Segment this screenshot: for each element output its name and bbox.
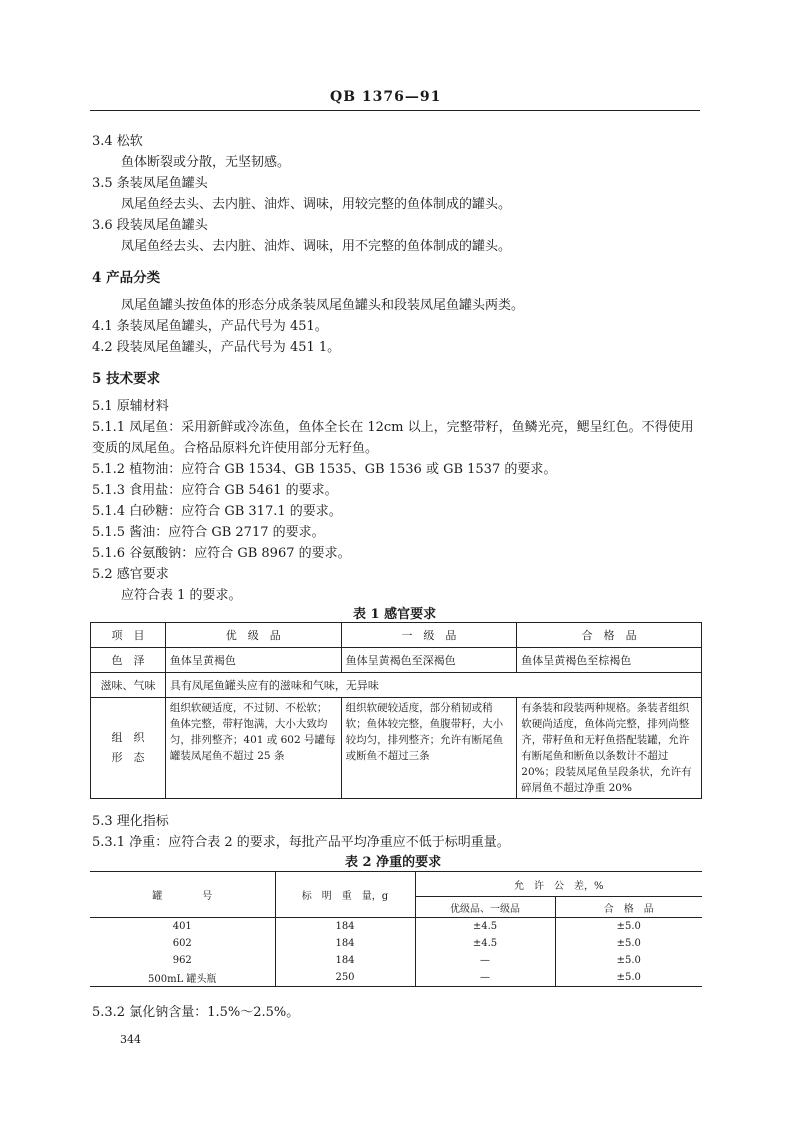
text-line: 5.2 感官要求 [92,567,169,582]
table-header-cell: 项 目 [91,623,166,648]
text-line: 5.1.1 凤尾鱼：采用新鲜或冷冻鱼，鱼体全长在 12cm 以上，完整带籽，鱼鳞光亮，鳃呈红色。不得使用 [92,420,694,435]
section-text-line: 5.3.2 氯化钠含量：1.5%～2.5%。 [92,1005,300,1020]
table-header-cell: 允 许 公 差，% [415,872,702,897]
table-header-cell: 合 格 品 [555,897,702,918]
table-sensory [90,622,702,799]
table-cell: 鱼体呈黄褐色至深褐色 [341,648,517,673]
table-cell: ±5.0 [555,935,702,952]
table-cell: — [415,969,555,987]
text-line: 5.1.2 植物油：应符合 GB 1534、GB 1535、GB 1536 或 GB 1537 的要求。 [92,462,557,477]
table-header-cell: 优级品、一级品 [415,897,555,918]
table-cell: ±4.5 [415,935,555,952]
text-line: 5.1.3 食用盐：应符合 GB 5461 的要求。 [92,483,338,498]
text-line: 应符合表 1 的要求。 [121,588,242,603]
text-line: 鱼体断裂或分散，无坚韧感。 [121,155,291,170]
table-cell: ±5.0 [555,952,702,969]
table-cell: 鱼体呈黄褐色至棕褐色 [517,648,702,673]
table-header-cell: 优 级 品 [165,623,341,648]
table-row [90,969,702,987]
table-cell: 具有凤尾鱼罐头应有的滋味和气味，无异味 [165,673,701,698]
table-cell: 962 [172,955,192,966]
text-line: 凤尾鱼罐头按鱼体的形态分成条装凤尾鱼罐头和段装凤尾鱼罐头两类。 [121,298,525,313]
table-row [90,935,702,952]
table-cell: 组 织 形 态 [91,698,166,799]
table-cell: 滋味、气味 [91,673,166,698]
table-cell: ±5.0 [555,969,702,987]
text-line: 5.3 理化指标 [92,814,169,829]
table-cell: 鱼体呈黄褐色 [165,648,341,673]
text-line: 5.1.5 酱油：应符合 GB 2717 的要求。 [92,525,325,540]
header-rule [90,110,700,111]
page-header: QB 1376—91 [330,89,442,105]
table2-caption: 表 2 净重的要求 [345,855,442,870]
table-header-cell: 一 级 品 [341,623,517,648]
table-cell: 602 [172,938,192,949]
table-cell: 有条装和段装两种规格。条装者组织软硬尚适度，鱼体尚完整，排列尚整齐，带籽鱼和无籽鱼搭配装罐，允许有断尾鱼和断鱼以条数计不超过 20%；段装凤尾鱼呈段条状，允许有碎屑鱼不超过净重 20% [517,698,702,799]
text-line: 5.1.4 白砂糖：应符合 GB 317.1 的要求。 [92,504,342,519]
table-row [90,918,702,936]
table-header-cell: 合 格 品 [517,623,702,648]
page-number: 344 [120,1033,141,1046]
table-row [91,673,702,698]
section-heading: 5 技术要求 [92,371,161,387]
text-line: 4.1 条装凤尾鱼罐头，产品代号为 451。 [92,319,328,334]
table-header-cell: 罐 号 [90,872,275,918]
text-line: 3.5 条装凤尾鱼罐头 [92,176,208,191]
text-line: 凤尾鱼经去头、去内脏、油炸、调味，用较完整的鱼体制成的罐头。 [121,197,512,212]
table-cell: 组织软硬较适度，部分稍韧或稍软；鱼体较完整，鱼腹带籽，大小较均匀，排列整齐；允许有断尾鱼或断鱼不超过三条 [341,698,517,799]
table-cell: 184 [275,952,415,969]
table-cell: 184 [275,935,415,952]
table-cell: ±4.5 [415,918,555,936]
table1-caption: 表 1 感官要求 [353,607,437,622]
table-row [91,623,702,648]
table-header-cell: 标 明 重 量，g [275,872,415,918]
text-line: 4.2 段装凤尾鱼罐头，产品代号为 451 1。 [92,340,341,355]
table-cell: 500mL 罐头瓶 [90,969,275,987]
text-line: 变质的凤尾鱼。合格品原料允许使用部分无籽鱼。 [92,441,379,456]
text-line: 3.4 松软 [92,134,143,149]
text-line: 5.3.1 净重：应符合表 2 的要求，每批产品平均净重应不低于标明重量。 [92,835,510,850]
table-cell: 色 泽 [91,648,166,673]
table-row [91,698,702,799]
table-net-weight [90,871,702,987]
text-line: 3.6 段装凤尾鱼罐头 [92,218,208,233]
table-row [90,872,702,897]
text-line: 5.1.6 谷氨酸钠：应符合 GB 8967 的要求。 [92,546,351,561]
text-line: 5.1 原辅材料 [92,399,169,414]
table-cell: ±5.0 [555,918,702,936]
table-cell: 401 [172,921,192,932]
table-row [91,648,702,673]
table-cell: 组织软硬适度，不过韧、不松软；鱼体完整，带籽饱满，大小大致均匀，排列整齐；401 或 602 号罐每罐装凤尾鱼不超过 25 条 [165,698,341,799]
table-row [90,952,702,969]
table-cell: — [415,952,555,969]
section-heading: 4 产品分类 [92,270,161,286]
text-line: 凤尾鱼经去头、去内脏、油炸、调味，用不完整的鱼体制成的罐头。 [121,239,512,254]
table-cell: 184 [275,918,415,936]
table-cell: 250 [275,969,415,987]
